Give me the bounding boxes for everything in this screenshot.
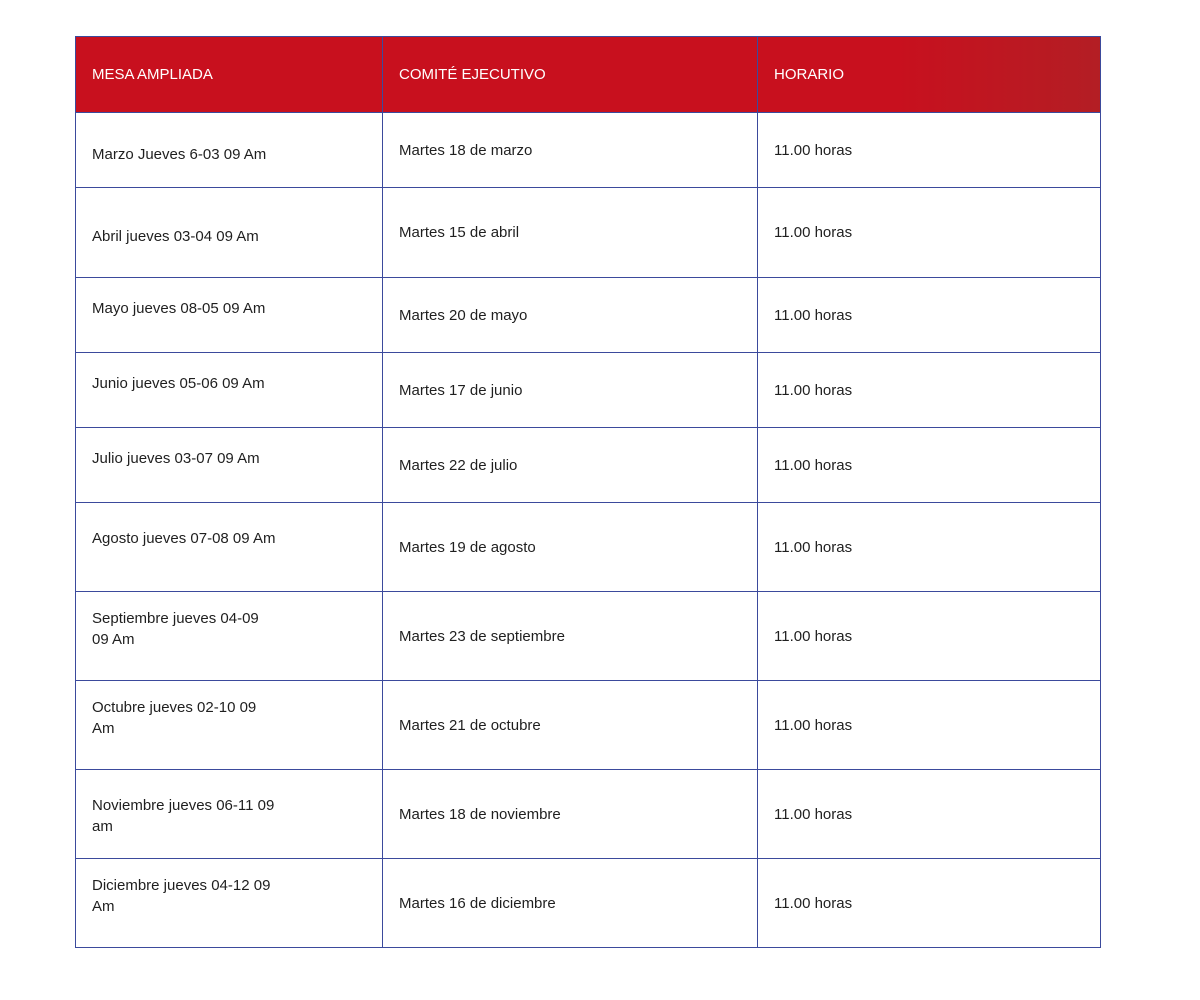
horario-cell (758, 188, 1101, 278)
comite-ejecutivo-cell (383, 770, 758, 859)
mesa-ampliada-cell (76, 113, 383, 188)
header-comite-ejecutivo: COMITÉ EJECUTIVO (383, 37, 758, 113)
horario-cell (758, 503, 1101, 592)
horario-text: 11.00 horas (774, 538, 853, 556)
table-row (76, 113, 1101, 188)
mesa-ampliada-cell (76, 503, 383, 592)
mesa-ampliada-text: Septiembre jueves 04-09 09 Am (92, 610, 259, 648)
comite-ejecutivo-text: Martes 20 de mayo (399, 306, 528, 324)
horario-cell (758, 353, 1101, 428)
table-row (76, 188, 1101, 278)
mesa-ampliada-cell (76, 592, 383, 681)
table-row (76, 859, 1101, 948)
horario-text: 11.00 horas (774, 805, 853, 823)
horario-cell (758, 428, 1101, 503)
mesa-ampliada-cell (76, 770, 383, 859)
horario-text: 11.00 horas (774, 456, 853, 474)
mesa-ampliada-cell (76, 353, 383, 428)
mesa-ampliada-cell (76, 859, 383, 948)
mesa-ampliada-text: Octubre jueves 02-10 09 Am (92, 699, 257, 737)
mesa-ampliada-text: Agosto jueves 07-08 09 Am (92, 530, 276, 547)
header-horario: HORARIO (758, 37, 1101, 113)
table-row (76, 770, 1101, 859)
table-body (76, 113, 1101, 948)
mesa-ampliada-cell (76, 428, 383, 503)
mesa-ampliada-text: Noviembre jueves 06-11 09 am (92, 797, 275, 835)
mesa-ampliada-text: Abril jueves 03-04 09 Am (92, 228, 259, 245)
comite-ejecutivo-text: Martes 15 de abril (399, 224, 520, 241)
horario-cell (758, 278, 1101, 353)
comite-ejecutivo-text: Martes 17 de junio (399, 381, 523, 399)
table-row (76, 428, 1101, 503)
comite-ejecutivo-cell (383, 592, 758, 681)
horario-text: 11.00 horas (774, 894, 853, 912)
header-row (76, 37, 1101, 113)
mesa-ampliada-text: Julio jueves 03-07 09 Am (92, 450, 260, 467)
mesa-ampliada-text: Mayo jueves 08-05 09 Am (92, 300, 266, 317)
mesa-ampliada-cell (76, 278, 383, 353)
table-row (76, 681, 1101, 770)
mesa-ampliada-text: Marzo Jueves 6-03 09 Am (92, 146, 267, 163)
horario-cell (758, 113, 1101, 188)
mesa-ampliada-text: Junio jueves 05-06 09 Am (92, 375, 265, 392)
horario-text: 11.00 horas (774, 224, 853, 241)
comite-ejecutivo-cell (383, 353, 758, 428)
table-header (76, 37, 1101, 113)
comite-ejecutivo-text: Martes 21 de octubre (399, 716, 541, 734)
comite-ejecutivo-cell (383, 859, 758, 948)
comite-ejecutivo-text: Martes 19 de agosto (399, 538, 536, 556)
table-row (76, 592, 1101, 681)
schedule-table (75, 36, 1101, 948)
horario-cell (758, 859, 1101, 948)
horario-text: 11.00 horas (774, 627, 853, 645)
table-row (76, 278, 1101, 353)
header-mesa-ampliada: MESA AMPLIADA (76, 37, 383, 113)
horario-cell (758, 592, 1101, 681)
comite-ejecutivo-cell (383, 681, 758, 770)
horario-text: 11.00 horas (774, 141, 853, 159)
comite-ejecutivo-cell (383, 503, 758, 592)
comite-ejecutivo-cell (383, 188, 758, 278)
mesa-ampliada-cell (76, 681, 383, 770)
comite-ejecutivo-text: Martes 18 de marzo (399, 141, 533, 159)
mesa-ampliada-text: Diciembre jueves 04-12 09 Am (92, 877, 271, 915)
horario-text: 11.00 horas (774, 716, 853, 734)
table-row (76, 503, 1101, 592)
comite-ejecutivo-cell (383, 113, 758, 188)
horario-text: 11.00 horas (774, 306, 853, 324)
comite-ejecutivo-cell (383, 428, 758, 503)
comite-ejecutivo-text: Martes 18 de noviembre (399, 805, 561, 823)
horario-cell (758, 681, 1101, 770)
horario-text: 11.00 horas (774, 381, 853, 399)
mesa-ampliada-cell (76, 188, 383, 278)
comite-ejecutivo-text: Martes 22 de julio (399, 456, 518, 474)
table-row (76, 353, 1101, 428)
horario-cell (758, 770, 1101, 859)
comite-ejecutivo-text: Martes 16 de diciembre (399, 894, 556, 912)
comite-ejecutivo-cell (383, 278, 758, 353)
comite-ejecutivo-text: Martes 23 de septiembre (399, 627, 565, 645)
